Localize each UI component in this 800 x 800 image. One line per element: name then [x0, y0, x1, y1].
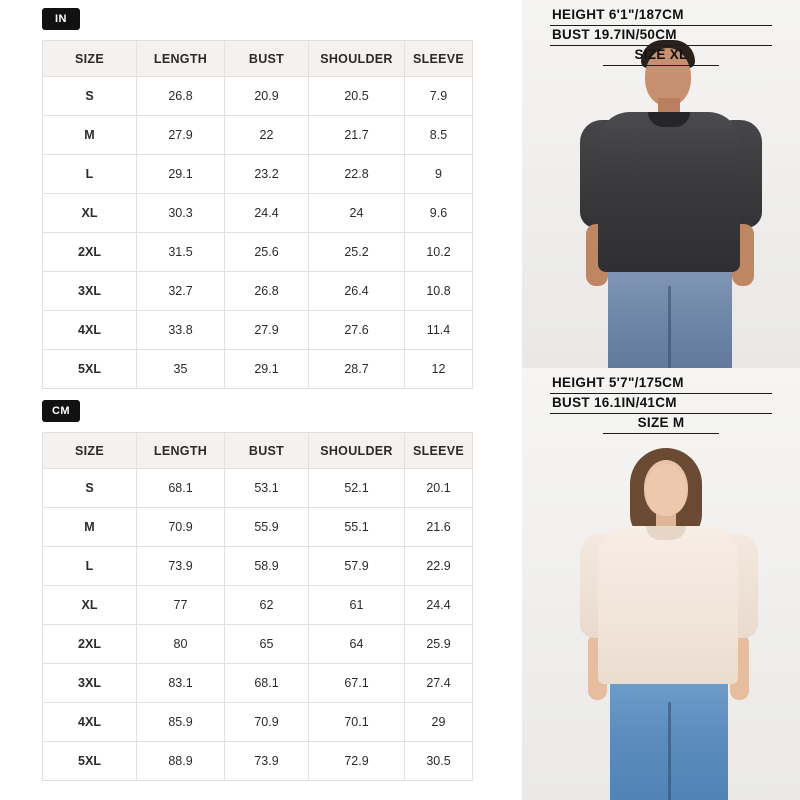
size-table-cm	[42, 432, 473, 781]
cell-shoulder: 27.6	[309, 311, 405, 350]
cell-bust: 55.9	[225, 508, 309, 547]
table-row	[43, 547, 473, 586]
cell-length: 85.9	[137, 703, 225, 742]
column-header-length: LENGTH	[137, 433, 225, 469]
size-table-inches-block	[42, 8, 473, 389]
male-spec-block	[550, 6, 772, 66]
table-header-row	[43, 41, 473, 77]
cell-size: L	[43, 547, 137, 586]
cell-sleeve: 24.4	[405, 586, 473, 625]
cell-sleeve: 11.4	[405, 311, 473, 350]
cell-shoulder: 52.1	[309, 469, 405, 508]
table-row	[43, 469, 473, 508]
cell-sleeve: 25.9	[405, 625, 473, 664]
column-header-shoulder: SHOULDER	[309, 433, 405, 469]
table-row	[43, 233, 473, 272]
cell-sleeve: 12	[405, 350, 473, 389]
male-size-label: SIZE XL	[603, 46, 719, 66]
cell-shoulder: 61	[309, 586, 405, 625]
male-jeans-seam	[668, 286, 671, 368]
table-row	[43, 742, 473, 781]
cell-bust: 20.9	[225, 77, 309, 116]
cell-bust: 22	[225, 116, 309, 155]
cell-sleeve: 22.9	[405, 547, 473, 586]
column-header-size: SIZE	[43, 41, 137, 77]
female-face	[646, 464, 686, 516]
model-photos-column	[522, 0, 800, 800]
cell-length: 70.9	[137, 508, 225, 547]
table-row	[43, 311, 473, 350]
cell-shoulder: 72.9	[309, 742, 405, 781]
cell-shoulder: 26.4	[309, 272, 405, 311]
table-header-row	[43, 433, 473, 469]
cell-sleeve: 20.1	[405, 469, 473, 508]
male-bust-label: BUST 19.7IN/50CM	[550, 26, 772, 46]
female-height-label: HEIGHT 5'7"/175CM	[550, 374, 772, 394]
cell-bust: 73.9	[225, 742, 309, 781]
cell-size: 5XL	[43, 742, 137, 781]
cell-shoulder: 22.8	[309, 155, 405, 194]
cell-sleeve: 9.6	[405, 194, 473, 233]
table-row	[43, 350, 473, 389]
cell-size: 4XL	[43, 703, 137, 742]
table-row	[43, 586, 473, 625]
cell-size: 3XL	[43, 664, 137, 703]
cell-shoulder: 28.7	[309, 350, 405, 389]
cell-length: 88.9	[137, 742, 225, 781]
cell-size: L	[43, 155, 137, 194]
cell-size: 5XL	[43, 350, 137, 389]
cell-sleeve: 29	[405, 703, 473, 742]
table-row	[43, 155, 473, 194]
unit-badge-cm: CM	[42, 400, 80, 422]
male-tshirt	[598, 112, 740, 272]
cell-size: M	[43, 116, 137, 155]
cell-shoulder: 57.9	[309, 547, 405, 586]
cell-size: S	[43, 77, 137, 116]
female-bust-label: BUST 16.1IN/41CM	[550, 394, 772, 414]
cell-bust: 53.1	[225, 469, 309, 508]
cell-length: 80	[137, 625, 225, 664]
cell-length: 31.5	[137, 233, 225, 272]
female-size-label: SIZE M	[603, 414, 719, 434]
cell-length: 68.1	[137, 469, 225, 508]
table-row	[43, 703, 473, 742]
female-spec-block	[550, 374, 772, 434]
cell-length: 30.3	[137, 194, 225, 233]
cell-shoulder: 70.1	[309, 703, 405, 742]
cell-size: M	[43, 508, 137, 547]
female-tshirt	[598, 526, 738, 684]
cell-length: 27.9	[137, 116, 225, 155]
cell-shoulder: 21.7	[309, 116, 405, 155]
cell-sleeve: 21.6	[405, 508, 473, 547]
cell-bust: 24.4	[225, 194, 309, 233]
male-model-card	[522, 0, 800, 368]
cell-sleeve: 27.4	[405, 664, 473, 703]
column-header-sleeve: SLEEVE	[405, 41, 473, 77]
cell-size: 4XL	[43, 311, 137, 350]
table-row	[43, 77, 473, 116]
cell-length: 83.1	[137, 664, 225, 703]
column-header-bust: BUST	[225, 41, 309, 77]
cell-bust: 58.9	[225, 547, 309, 586]
cell-bust: 68.1	[225, 664, 309, 703]
male-height-label: HEIGHT 6'1"/187CM	[550, 6, 772, 26]
table-row	[43, 625, 473, 664]
column-header-sleeve: SLEEVE	[405, 433, 473, 469]
cell-bust: 23.2	[225, 155, 309, 194]
table-row	[43, 116, 473, 155]
unit-badge-in: IN	[42, 8, 80, 30]
cell-length: 33.8	[137, 311, 225, 350]
cell-sleeve: 30.5	[405, 742, 473, 781]
column-header-size: SIZE	[43, 433, 137, 469]
cell-size: 2XL	[43, 233, 137, 272]
cell-length: 77	[137, 586, 225, 625]
table-row	[43, 508, 473, 547]
female-jeans-seam	[668, 702, 671, 800]
cell-bust: 25.6	[225, 233, 309, 272]
cell-bust: 65	[225, 625, 309, 664]
cell-shoulder: 20.5	[309, 77, 405, 116]
cell-sleeve: 8.5	[405, 116, 473, 155]
cell-bust: 29.1	[225, 350, 309, 389]
column-header-length: LENGTH	[137, 41, 225, 77]
cell-length: 35	[137, 350, 225, 389]
cell-size: XL	[43, 194, 137, 233]
cell-size: 3XL	[43, 272, 137, 311]
cell-size: 2XL	[43, 625, 137, 664]
size-table-cm-block	[42, 400, 473, 781]
cell-shoulder: 55.1	[309, 508, 405, 547]
cell-sleeve: 10.8	[405, 272, 473, 311]
female-model-card	[522, 368, 800, 800]
cell-shoulder: 24	[309, 194, 405, 233]
cell-shoulder: 67.1	[309, 664, 405, 703]
cell-shoulder: 64	[309, 625, 405, 664]
cell-bust: 62	[225, 586, 309, 625]
cell-shoulder: 25.2	[309, 233, 405, 272]
cell-length: 26.8	[137, 77, 225, 116]
cell-length: 32.7	[137, 272, 225, 311]
cell-length: 73.9	[137, 547, 225, 586]
size-table-inches	[42, 40, 473, 389]
column-header-bust: BUST	[225, 433, 309, 469]
cell-size: S	[43, 469, 137, 508]
table-row	[43, 194, 473, 233]
cell-bust: 27.9	[225, 311, 309, 350]
cell-sleeve: 9	[405, 155, 473, 194]
cell-size: XL	[43, 586, 137, 625]
table-row	[43, 664, 473, 703]
column-header-shoulder: SHOULDER	[309, 41, 405, 77]
table-row	[43, 272, 473, 311]
cell-bust: 26.8	[225, 272, 309, 311]
cell-sleeve: 10.2	[405, 233, 473, 272]
cell-bust: 70.9	[225, 703, 309, 742]
cell-length: 29.1	[137, 155, 225, 194]
cell-sleeve: 7.9	[405, 77, 473, 116]
